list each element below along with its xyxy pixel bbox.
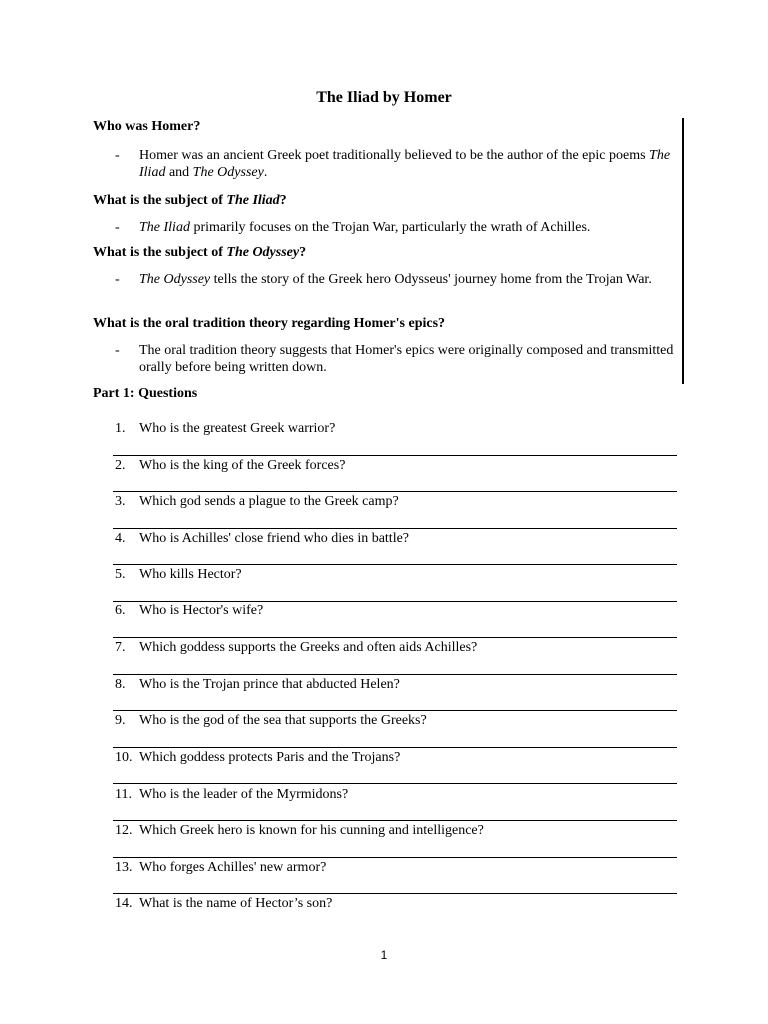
bullet-dash: -: [115, 343, 120, 358]
bullet-dash: -: [115, 272, 120, 287]
answer-line-7[interactable]: [113, 674, 677, 675]
answer-line-8[interactable]: [113, 710, 677, 711]
page-title: The Iliad by Homer: [316, 89, 452, 106]
answer-line-4[interactable]: [113, 564, 677, 565]
answer-line-13[interactable]: [113, 893, 677, 894]
section-heading-oral-tradition: What is the oral tradition theory regarding Homer's epics?: [93, 316, 446, 331]
answer-line-2[interactable]: [113, 491, 677, 492]
answer-line-1[interactable]: [113, 455, 677, 456]
answer-line-3[interactable]: [113, 528, 677, 529]
question-11: 11. Who is the leader of the Myrmidons?: [115, 787, 349, 802]
question-7: 7. Which goddess supports the Greeks and often aids Achilles?: [115, 640, 478, 655]
question-4: 4. Who is Achilles' close friend who dies in battle?: [115, 531, 410, 546]
part1-heading: Part 1: Questions: [93, 386, 198, 401]
question-3: 3. Which god sends a plague to the Greek camp?: [115, 494, 399, 509]
page-number: 1: [380, 948, 388, 962]
bullet-dash: -: [115, 220, 120, 235]
question-10: 10. Which goddess protects Paris and the Trojans?: [115, 750, 401, 765]
question-12: 12. Which Greek hero is known for his cunning and intelligence?: [115, 823, 484, 838]
question-1: 1. Who is the greatest Greek warrior?: [115, 421, 336, 436]
question-13: 13. Who forges Achilles' new armor?: [115, 860, 327, 875]
answer-line-6[interactable]: [113, 637, 677, 638]
question-14: 14. What is the name of Hector’s son?: [115, 896, 333, 911]
question-5: 5. Who kills Hector?: [115, 567, 242, 582]
section-heading-odyssey-subject: What is the subject of The Odyssey?: [93, 245, 307, 260]
question-9: 9. Who is the god of the sea that supports the Greeks?: [115, 713, 427, 728]
answer-who-was-homer: - Homer was an ancient Greek poet traditionally believed to be the author of the epic poems The Iliad and The Odyssey.: [115, 148, 671, 180]
answer-line-9[interactable]: [113, 747, 677, 748]
question-8: 8. Who is the Trojan prince that abducted Helen?: [115, 677, 400, 692]
answer-line-10[interactable]: [113, 783, 677, 784]
section-heading-iliad-subject: What is the subject of The Iliad?: [93, 193, 287, 208]
bullet-dash: -: [115, 148, 120, 163]
section-heading-who-was-homer: Who was Homer?: [93, 119, 201, 134]
answer-iliad-subject: - The Iliad primarily focuses on the Trojan War, particularly the wrath of Achilles.: [115, 220, 591, 235]
question-6: 6. Who is Hector's wife?: [115, 603, 264, 618]
question-2: 2. Who is the king of the Greek forces?: [115, 458, 346, 473]
answer-odyssey-subject: - The Odyssey tells the story of the Greek hero Odysseus' journey home from the Trojan War.: [115, 272, 652, 287]
answer-line-11[interactable]: [113, 820, 677, 821]
answer-oral-tradition: - The oral tradition theory suggests that Homer's epics were originally composed and transmitted orally before being written down.: [115, 343, 674, 375]
answer-line-12[interactable]: [113, 857, 677, 858]
